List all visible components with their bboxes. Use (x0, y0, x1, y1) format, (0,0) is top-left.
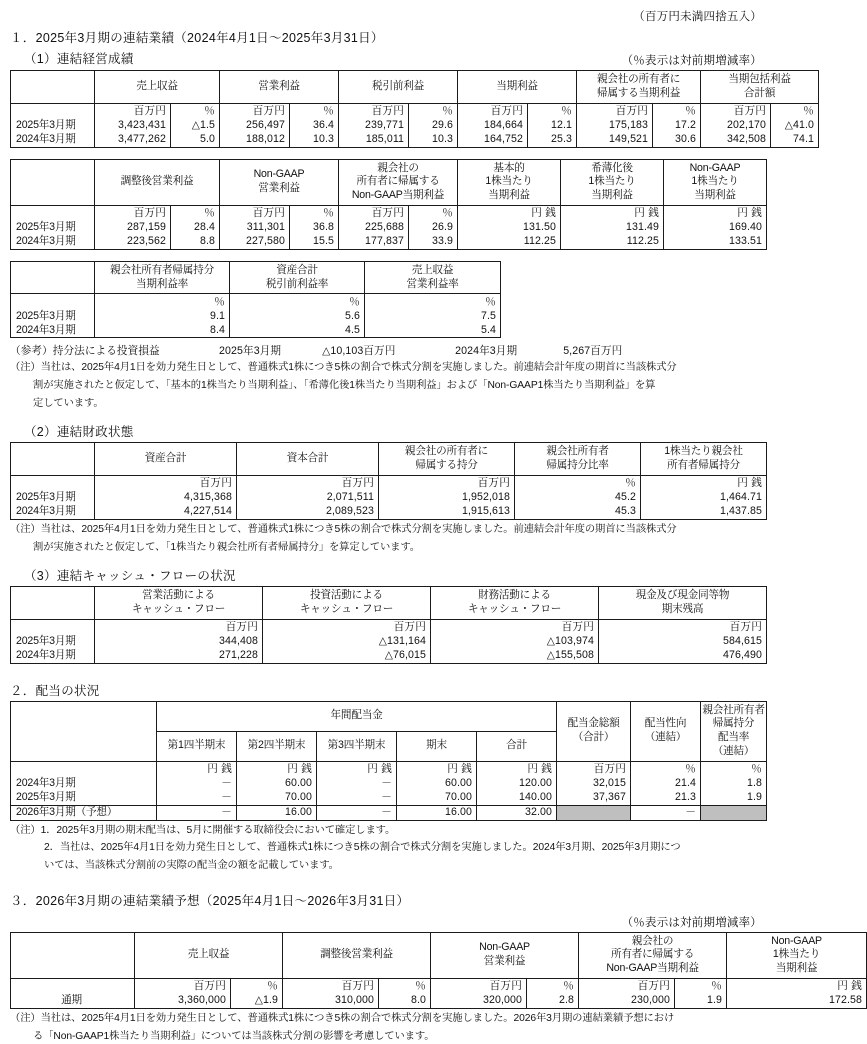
data-cell: 271,228 (95, 649, 263, 664)
section2-note-line2: 2．当社は、2025年4月1日を効力発生日として、普通株式1株につき5株の割合で株式分割を実施しました。2024年3月期、2025年3月期につ (10, 841, 766, 856)
data-cell: 320,000 (431, 994, 527, 1009)
section1-note2-line2: 割が実施されたと仮定して、「1株当たり親会社所有者帰属持分」を算定しています。 (10, 541, 766, 556)
unit-cell: 円 銭 (727, 978, 867, 994)
table-row (11, 221, 767, 235)
table-header-row (11, 587, 767, 620)
data-cell: 342,508 (701, 133, 771, 148)
header-equity-attributable: 親会社の所有者に 帰属する持分 (379, 443, 515, 476)
unit-cell: 円 銭 (157, 761, 237, 777)
unit-cell: 百万円 (95, 619, 263, 635)
table-row (11, 491, 767, 505)
table-unit-row (11, 205, 767, 221)
data-cell: 2,071,511 (237, 491, 379, 505)
table-row-forecast (11, 805, 767, 820)
data-cell: 4,227,514 (95, 505, 237, 520)
rounding-note: （百万円未満四捨五入） (10, 8, 762, 24)
corner-cell (11, 71, 95, 104)
unit-cell: 百万円 (599, 619, 767, 635)
section3-note-line1: （注）当社は、2025年4月1日を効力発生日として、普通株式1株につき5株の割合で株式分割を実施しました。2026年3月期の連結業績予想におけ (10, 1012, 766, 1027)
section1-heading: １．2025年3月期の連結業績（2024年4月1日～2025年3月31日） (10, 28, 766, 46)
header-roe: 親会社所有者帰属持分 当期利益率 (95, 261, 230, 294)
header-bps: 1株当たり親会社 所有者帰属持分 (641, 443, 767, 476)
table-header-row (11, 261, 501, 294)
unit-cell: ％ (231, 978, 283, 994)
unit-cell: 百万円 (283, 978, 379, 994)
row-label: 2024年3月期 (11, 133, 95, 148)
corner-cell (11, 261, 95, 294)
row-label: 2024年3月期 (11, 777, 157, 791)
table-row (11, 791, 767, 806)
data-cell: 4.5 (230, 323, 365, 338)
table-unit-row (11, 978, 867, 994)
data-cell: 188,012 (220, 133, 290, 148)
header-nongaap-eps: Non-GAAP 1株当たり 当期利益 (664, 159, 767, 205)
data-cell: △103,974 (431, 635, 599, 649)
unit-cell: ％ (515, 475, 641, 491)
data-cell: 74.1 (771, 133, 819, 148)
reference-period-2: 2024年3月期 (455, 343, 560, 358)
data-cell: － (317, 805, 397, 820)
data-cell: 131.50 (458, 221, 561, 235)
header-forecast-adjusted-operating-profit: 調整後営業利益 (283, 932, 431, 978)
data-cell: 17.2 (653, 119, 701, 133)
data-cell: 311,301 (220, 221, 290, 235)
data-cell: 230,000 (579, 994, 675, 1009)
header-operating-margin: 売上収益 営業利益率 (365, 261, 501, 294)
data-cell: 45.3 (515, 505, 641, 520)
section2-note-line3: いては、当該株式分割前の実際の配当金の額を記載しています。 (10, 859, 766, 874)
header-total: 合計 (477, 731, 557, 761)
table-header-row (11, 443, 767, 476)
table-cash-flow (10, 586, 767, 664)
section1-sub1-title: （1）連結経営成績 (24, 49, 134, 67)
unit-cell: ％ (290, 205, 339, 221)
section1-sub3-title: （3）連結キャッシュ・フローの状況 (24, 566, 766, 584)
data-cell: 112.25 (561, 235, 664, 250)
table-financial-position (10, 442, 767, 520)
header-operating-profit: 営業利益 (220, 71, 339, 104)
data-cell: 7.5 (365, 309, 501, 323)
data-cell: △1.9 (231, 994, 283, 1009)
data-cell: 1.9 (675, 994, 727, 1009)
table-header-row (11, 71, 819, 104)
data-cell: 112.25 (458, 235, 561, 250)
unit-cell: ％ (171, 103, 220, 119)
header-financing-cf: 財務活動による キャッシュ・フロー (431, 587, 599, 620)
row-label: 2024年3月期 (11, 235, 95, 250)
data-cell: △76,015 (263, 649, 431, 664)
header-q2-end: 第2四半期末 (237, 731, 317, 761)
unit-cell: 百万円 (379, 475, 515, 491)
table-unit-row (11, 761, 767, 777)
data-cell: 1,952,018 (379, 491, 515, 505)
data-cell: 9.1 (95, 309, 230, 323)
table-unit-row (11, 103, 819, 119)
corner-cell (11, 587, 95, 620)
unit-cell: ％ (653, 103, 701, 119)
unit-cell: 百万円 (220, 205, 290, 221)
data-cell: 3,477,262 (95, 133, 171, 148)
equity-method-reference (10, 343, 766, 358)
row-label: 通期 (11, 994, 135, 1009)
header-dividend-on-equity: 親会社所有者 帰属持分 配当率 （連結） (701, 701, 767, 761)
data-cell: 4,315,368 (95, 491, 237, 505)
data-cell: 70.00 (237, 791, 317, 806)
section1-sub2-title: （2）連結財政状態 (24, 422, 766, 440)
unit-cell: 円 銭 (477, 761, 557, 777)
header-forecast-nongaap-net-profit: 親会社の 所有者に帰属する Non-GAAP当期利益 (579, 932, 727, 978)
data-cell: － (157, 805, 237, 820)
pct-note-1: （％表示は対前期増減率） (622, 52, 762, 68)
data-cell: 131.49 (561, 221, 664, 235)
unit-cell: 百万円 (431, 619, 599, 635)
unit-row-label (11, 475, 95, 491)
table-row (11, 133, 819, 148)
data-cell: 5.6 (230, 309, 365, 323)
unit-cell: ％ (365, 294, 501, 310)
unit-cell: 百万円 (431, 978, 527, 994)
header-q1-end: 第1四半期末 (157, 731, 237, 761)
header-nongaap-operating-profit: Non-GAAP 営業利益 (220, 159, 339, 205)
header-year-end: 期末 (397, 731, 477, 761)
data-cell: △155,508 (431, 649, 599, 664)
data-cell: 12.1 (528, 119, 577, 133)
header-annual-dividend-group: 年間配当金 (157, 701, 557, 731)
row-label: 2025年3月期 (11, 791, 157, 806)
table-header-row (11, 159, 767, 205)
unit-row-label (11, 619, 95, 635)
data-cell: 256,497 (220, 119, 290, 133)
data-cell: 8.0 (379, 994, 431, 1009)
table-row (11, 235, 767, 250)
section1-note2-line1: （注）当社は、2025年4月1日を効力発生日として、普通株式1株につき5株の割合で株式分割を実施しました。前連結会計年度の期首に当該株式分 (10, 523, 766, 538)
section1-note-line2: 割が実施されたと仮定して、「基本的1株当たり当期利益」、「希薄化後1株当たり当期利益」および「Non-GAAP1株当たり当期利益」を算 (10, 379, 766, 394)
data-cell: 1.8 (701, 777, 767, 791)
data-cell: 5.4 (365, 323, 501, 338)
unit-cell: 百万円 (577, 103, 653, 119)
header-diluted-eps: 希薄化後 1株当たり 当期利益 (561, 159, 664, 205)
data-cell: 25.3 (528, 133, 577, 148)
row-label: 2026年3月期（予想） (11, 805, 157, 820)
row-label: 2024年3月期 (11, 649, 95, 664)
header-cash-end-balance: 現金及び現金同等物 期末残高 (599, 587, 767, 620)
data-cell: － (317, 777, 397, 791)
unit-cell: ％ (527, 978, 579, 994)
data-cell: － (157, 791, 237, 806)
unit-cell: 百万円 (701, 103, 771, 119)
unit-cell: ％ (771, 103, 819, 119)
data-cell: △131,164 (263, 635, 431, 649)
data-cell: 29.6 (409, 119, 458, 133)
corner-cell (11, 159, 95, 205)
section3-note-line2: る「Non-GAAP1株当たり当期利益」については当該株式分割の影響を考慮しています。 (10, 1030, 766, 1044)
data-cell: 476,490 (599, 649, 767, 664)
header-revenue: 売上収益 (95, 71, 220, 104)
data-cell: 10.3 (290, 133, 339, 148)
data-cell: 175,183 (577, 119, 653, 133)
data-cell: 16.00 (237, 805, 317, 820)
unit-cell: ％ (290, 103, 339, 119)
header-operating-cf: 営業活動による キャッシュ・フロー (95, 587, 263, 620)
data-cell: 16.00 (397, 805, 477, 820)
data-cell: 33.9 (409, 235, 458, 250)
table-row (11, 323, 501, 338)
corner-cell (11, 701, 157, 761)
data-cell: 287,159 (95, 221, 171, 235)
section1-note-line3: 定しています。 (10, 397, 766, 412)
table-consolidated-results (10, 70, 819, 148)
unit-row-label (11, 978, 135, 994)
data-cell: 37,367 (557, 791, 631, 806)
data-cell: 120.00 (477, 777, 557, 791)
unit-row-label (11, 294, 95, 310)
data-cell: 45.2 (515, 491, 641, 505)
unit-cell: 円 銭 (561, 205, 664, 221)
data-cell-disabled (701, 805, 767, 820)
row-label: 2024年3月期 (11, 323, 95, 338)
data-cell: 60.00 (237, 777, 317, 791)
header-forecast-nongaap-operating-profit: Non-GAAP 営業利益 (431, 932, 579, 978)
data-cell: 149,521 (577, 133, 653, 148)
header-pretax-profit: 税引前利益 (339, 71, 458, 104)
table-row (11, 635, 767, 649)
data-cell: 3,360,000 (135, 994, 231, 1009)
corner-cell (11, 443, 95, 476)
unit-cell: ％ (675, 978, 727, 994)
data-cell: 2,089,523 (237, 505, 379, 520)
header-forecast-nongaap-eps: Non-GAAP 1株当たり 当期利益 (727, 932, 867, 978)
unit-cell: ％ (171, 205, 220, 221)
header-total-assets: 資産合計 (95, 443, 237, 476)
data-cell: 21.4 (631, 777, 701, 791)
data-cell: 10.3 (409, 133, 458, 148)
table-row (11, 649, 767, 664)
data-cell: 225,688 (339, 221, 409, 235)
data-cell: 8.4 (95, 323, 230, 338)
data-cell-disabled (557, 805, 631, 820)
data-cell: 15.5 (290, 235, 339, 250)
data-cell: 2.8 (527, 994, 579, 1009)
data-cell: 30.6 (653, 133, 701, 148)
data-cell: 1.9 (701, 791, 767, 806)
section2-heading: ２．配当の状況 (10, 681, 766, 699)
reference-period-1: 2025年3月期 (219, 343, 319, 358)
data-cell: 32.00 (477, 805, 557, 820)
unit-row-label (11, 761, 157, 777)
row-label: 2025年3月期 (11, 221, 95, 235)
data-cell: 1,915,613 (379, 505, 515, 520)
table-row (11, 777, 767, 791)
data-cell: △1.5 (171, 119, 220, 133)
unit-cell: 百万円 (579, 978, 675, 994)
data-cell: 202,170 (701, 119, 771, 133)
reference-label: （参考）持分法による投資損益 (10, 343, 216, 358)
unit-cell: 百万円 (339, 103, 409, 119)
table-header-row (11, 932, 867, 978)
data-cell: 5.0 (171, 133, 220, 148)
header-forecast-revenue: 売上収益 (135, 932, 283, 978)
unit-cell: 百万円 (263, 619, 431, 635)
data-cell: 36.4 (290, 119, 339, 133)
section3-heading: ３．2026年3月期の連結業績予想（2025年4月1日～2026年3月31日） (10, 891, 766, 909)
data-cell: 36.8 (290, 221, 339, 235)
data-cell: 185,011 (339, 133, 409, 148)
unit-cell: 円 銭 (397, 761, 477, 777)
unit-cell: 百万円 (220, 103, 290, 119)
header-profit-attributable: 親会社の所有者に 帰属する当期利益 (577, 71, 701, 104)
row-label: 2024年3月期 (11, 505, 95, 520)
table-profit-ratios (10, 261, 501, 339)
data-cell: 28.4 (171, 221, 220, 235)
header-basic-eps: 基本的 1株当たり 当期利益 (458, 159, 561, 205)
row-label: 2025年3月期 (11, 491, 95, 505)
table-unit-row (11, 294, 501, 310)
header-total-equity: 資本合計 (237, 443, 379, 476)
unit-cell: 百万円 (458, 103, 528, 119)
section2-note-line1: （注）1．2025年3月期の期末配当は、5月に開催する取締役会において確定します。 (10, 824, 766, 839)
data-cell: 3,423,431 (95, 119, 171, 133)
table-unit-row (11, 475, 767, 491)
data-cell: 8.8 (171, 235, 220, 250)
data-cell: 21.3 (631, 791, 701, 806)
header-investing-cf: 投資活動による キャッシュ・フロー (263, 587, 431, 620)
data-cell: 223,562 (95, 235, 171, 250)
data-cell: 164,752 (458, 133, 528, 148)
table-header-row-top (11, 701, 767, 731)
data-cell: 344,408 (95, 635, 263, 649)
data-cell: 140.00 (477, 791, 557, 806)
header-equity-ratio: 親会社所有者 帰属持分比率 (515, 443, 641, 476)
data-cell: 227,580 (220, 235, 290, 250)
data-cell: 26.9 (409, 221, 458, 235)
data-cell: 60.00 (397, 777, 477, 791)
header-roa: 資産合計 税引前利益率 (230, 261, 365, 294)
header-total-dividend-amount: 配当金総額 （合計） (557, 701, 631, 761)
data-cell: 70.00 (397, 791, 477, 806)
unit-cell: 百万円 (135, 978, 231, 994)
unit-cell: ％ (230, 294, 365, 310)
data-cell: 239,771 (339, 119, 409, 133)
table-forecast (10, 932, 867, 1009)
data-cell: 32,015 (557, 777, 631, 791)
data-cell: △41.0 (771, 119, 819, 133)
data-cell: 169.40 (664, 221, 767, 235)
table-row (11, 994, 867, 1009)
unit-cell: 百万円 (339, 205, 409, 221)
data-cell: 177,837 (339, 235, 409, 250)
unit-cell: 百万円 (95, 475, 237, 491)
unit-row-label (11, 205, 95, 221)
unit-cell: 円 銭 (664, 205, 767, 221)
header-payout-ratio: 配当性向 （連結） (631, 701, 701, 761)
header-comprehensive-income: 当期包括利益 合計額 (701, 71, 819, 104)
table-row (11, 309, 501, 323)
header-net-profit: 当期利益 (458, 71, 577, 104)
data-cell: 1,437.85 (641, 505, 767, 520)
unit-cell: 円 銭 (317, 761, 397, 777)
data-cell: 1,464.71 (641, 491, 767, 505)
pct-note-3: （％表示は対前期増減率） (10, 914, 762, 930)
unit-cell: 円 銭 (237, 761, 317, 777)
row-label: 2025年3月期 (11, 119, 95, 133)
data-cell: 584,615 (599, 635, 767, 649)
unit-cell: 百万円 (237, 475, 379, 491)
unit-cell: ％ (409, 205, 458, 221)
header-nongaap-net-profit: 親会社の 所有者に帰属する Non-GAAP当期利益 (339, 159, 458, 205)
table-row (11, 505, 767, 520)
data-cell: － (317, 791, 397, 806)
table-unit-row (11, 619, 767, 635)
unit-cell: ％ (409, 103, 458, 119)
table-row (11, 119, 819, 133)
header-adjusted-operating-profit: 調整後営業利益 (95, 159, 220, 205)
unit-cell: ％ (701, 761, 767, 777)
unit-cell: 円 銭 (641, 475, 767, 491)
unit-row-label (11, 103, 95, 119)
unit-cell: ％ (528, 103, 577, 119)
unit-cell: 百万円 (95, 205, 171, 221)
section1-note-line1: （注）当社は、2025年4月1日を効力発生日として、普通株式1株につき5株の割合で株式分割を実施しました。前連結会計年度の期首に当該株式分 (10, 361, 766, 376)
reference-value-1: △10,103百万円 (322, 343, 452, 358)
data-cell: － (631, 805, 701, 820)
reference-value-2: 5,267百万円 (563, 343, 622, 358)
unit-cell: ％ (379, 978, 431, 994)
row-label: 2025年3月期 (11, 309, 95, 323)
header-q3-end: 第3四半期末 (317, 731, 397, 761)
data-cell: 133.51 (664, 235, 767, 250)
unit-cell: 円 銭 (458, 205, 561, 221)
unit-cell: 百万円 (95, 103, 171, 119)
data-cell: 172.58 (727, 994, 867, 1009)
table-non-gaap-results (10, 159, 767, 250)
table-dividends (10, 701, 767, 821)
corner-cell (11, 932, 135, 978)
unit-cell: ％ (95, 294, 230, 310)
data-cell: － (157, 777, 237, 791)
data-cell: 310,000 (283, 994, 379, 1009)
data-cell: 184,664 (458, 119, 528, 133)
unit-cell: ％ (631, 761, 701, 777)
row-label: 2025年3月期 (11, 635, 95, 649)
unit-cell: 百万円 (557, 761, 631, 777)
